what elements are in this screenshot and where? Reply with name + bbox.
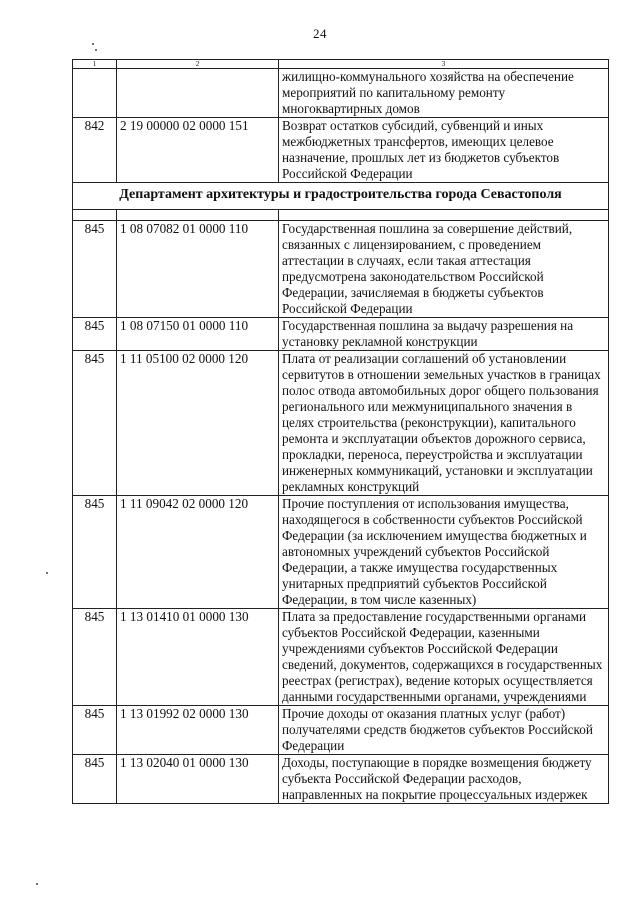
page-number: 24 xyxy=(313,26,327,41)
row-number: 845 xyxy=(73,351,117,496)
revenue-description: Плата от реализации соглашений об установлении сервитутов в отношении земельных участков в границах полос отвода автомобильных дорог общего пользования регионального или межмуниципального значения в целях строительства (реконструкции), капитального ремонта и эксплуатации объектов дорожного сервиса, прокладки, переноса, переустройства и эксплуатации инженерных коммуникаций, установки и эксплуатации рекламных конструкций xyxy=(279,351,609,496)
spacer-cell xyxy=(279,210,609,221)
row-number: 845 xyxy=(73,496,117,609)
table-row xyxy=(73,318,609,351)
table-row xyxy=(73,69,609,118)
table-row xyxy=(73,118,609,183)
table-row xyxy=(73,496,609,609)
revenue-code: 1 11 09042 02 0000 120 xyxy=(117,496,279,609)
revenue-code: 1 08 07082 01 0000 110 xyxy=(117,221,279,318)
department-heading-row xyxy=(73,183,609,210)
revenue-codes-table xyxy=(72,59,609,804)
scan-speck xyxy=(46,572,48,574)
header-col-2: 2 xyxy=(117,60,279,69)
row-number: 845 xyxy=(73,755,117,804)
revenue-code: 1 11 05100 02 0000 120 xyxy=(117,351,279,496)
revenue-description: Прочие доходы от оказания платных услуг (работ) получателями средств бюджетов субъектов Российской Федерации xyxy=(279,706,609,755)
table-row xyxy=(73,221,609,318)
scan-speck xyxy=(92,43,94,45)
revenue-description: Возврат остатков субсидий, субвенций и иных межбюджетных трансфертов, имеющих целевое назначение, прошлых лет из бюджетов субъектов Российской Федерации xyxy=(279,118,609,183)
table-row xyxy=(73,609,609,706)
revenue-code: 1 13 02040 01 0000 130 xyxy=(117,755,279,804)
row-number: 845 xyxy=(73,609,117,706)
revenue-code: 1 13 01410 01 0000 130 xyxy=(117,609,279,706)
table-row xyxy=(73,755,609,804)
header-col-1: 1 xyxy=(73,60,117,69)
row-number: 845 xyxy=(73,318,117,351)
revenue-description: Доходы, поступающие в порядке возмещения бюджету субъекта Российской Федерации расходов, направленных на покрытие процессуальных издержек xyxy=(279,755,609,804)
header-col-3: 3 xyxy=(279,60,609,69)
revenue-description: Плата за предоставление государственными органами субъектов Российской Федерации, казенными учреждениями субъектов Российской Федерации сведений, документов, содержащихся в государственных реестрах (регистрах), ведение которых осуществляется данными государственными органами, учреждениями xyxy=(279,609,609,706)
row-number: 845 xyxy=(73,221,117,318)
revenue-description: жилищно-коммунального хозяйства на обеспечение мероприятий по капитальному ремонту многоквартирных домов xyxy=(279,69,609,118)
revenue-code: 2 19 00000 02 0000 151 xyxy=(117,118,279,183)
revenue-code: 1 13 01992 02 0000 130 xyxy=(117,706,279,755)
scan-speck xyxy=(36,883,38,885)
revenue-description: Государственная пошлина за совершение действий, связанных с лицензированием, с проведением аттестации в случаях, если такая аттестация предусмотрена законодательством Российской Федерации, зачисляемая в бюджеты субъектов Российской Федерации xyxy=(279,221,609,318)
row-number: 845 xyxy=(73,706,117,755)
revenue-description: Прочие поступления от использования имущества, находящегося в собственности субъектов Российской Федерации (за исключением имущества бюджетных и автономных учреждений субъектов Российской Федерации, а также имущества государственных унитарных предприятий субъектов Российской Федерации, в том числе казенных) xyxy=(279,496,609,609)
scan-speck xyxy=(95,49,97,51)
row-number: 842 xyxy=(73,118,117,183)
spacer-cell xyxy=(117,210,279,221)
revenue-description: Государственная пошлина за выдачу разрешения на установку рекламной конструкции xyxy=(279,318,609,351)
spacer-cell xyxy=(73,210,117,221)
revenue-code: 1 08 07150 01 0000 110 xyxy=(117,318,279,351)
revenue-code xyxy=(117,69,279,118)
spacer-row xyxy=(73,210,609,221)
table-header-row xyxy=(73,60,609,69)
table-row xyxy=(73,351,609,496)
row-number xyxy=(73,69,117,118)
department-heading: Департамент архитектуры и градостроительства города Севастополя xyxy=(73,183,609,210)
table-row xyxy=(73,706,609,755)
